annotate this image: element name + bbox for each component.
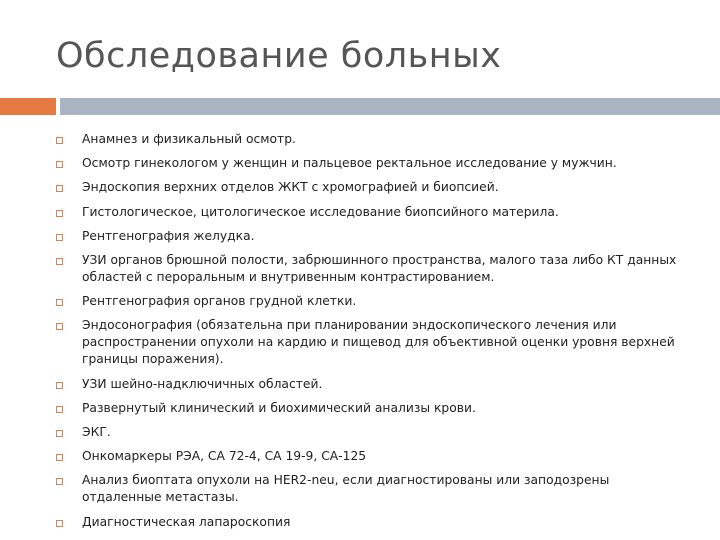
list-item: УЗИ шейно-надключичных областей. (82, 377, 323, 391)
bullet-icon (56, 382, 63, 389)
bullet-icon (56, 234, 63, 241)
bullet-icon (56, 161, 63, 168)
bullet-icon (56, 323, 63, 330)
list-item: Онкомаркеры РЭА, СА 72-4, СА 19-9, СА-125 (82, 449, 367, 463)
list-item: Эндосонография (обязательна при планировании эндоскопического лечения или распространении опухоли на кардию и пищевод для объективной оценки уровня верхней границы поражения). (82, 318, 675, 366)
slide-title: Обследование больных (56, 36, 502, 76)
list-item: Рентгенография органов грудной клетки. (82, 294, 357, 308)
list-item: Осмотр гинекологом у женщин и пальцевое ректальное исследование у мужчин. (82, 156, 617, 170)
list-item: Диагностическая лапароскопия (82, 515, 291, 529)
bullet-icon (56, 299, 63, 306)
list-item: Гистологическое, цитологическое исследование биопсийного материла. (82, 205, 559, 219)
bullet-icon (56, 478, 63, 485)
list-item: Эндоскопия верхних отделов ЖКТ с хромографией и биопсией. (82, 180, 499, 194)
list-item: Анамнез и физикальный осмотр. (82, 132, 296, 146)
bullet-icon (56, 210, 63, 217)
list-item: УЗИ органов брюшной полости, забрюшинного пространства, малого таза либо КТ данных областей с пероральным и внутривенным контрастированием. (82, 253, 677, 284)
list-item: Анализ биоптата опухоли на HER2-neu, если диагностированы или заподозрены отдаленные метастазы. (82, 473, 610, 504)
bullet-icon (56, 406, 63, 413)
bullet-icon (56, 137, 63, 144)
list-item: Рентгенография желудка. (82, 229, 255, 243)
bullet-icon (56, 454, 63, 461)
bullet-icon (56, 185, 63, 192)
list-item: ЭКГ. (82, 425, 111, 439)
bullet-icon (56, 258, 63, 265)
bullet-icon (56, 430, 63, 437)
bullet-icon (56, 520, 63, 527)
list-item: Развернутый клинический и биохимический анализы крови. (82, 401, 476, 415)
